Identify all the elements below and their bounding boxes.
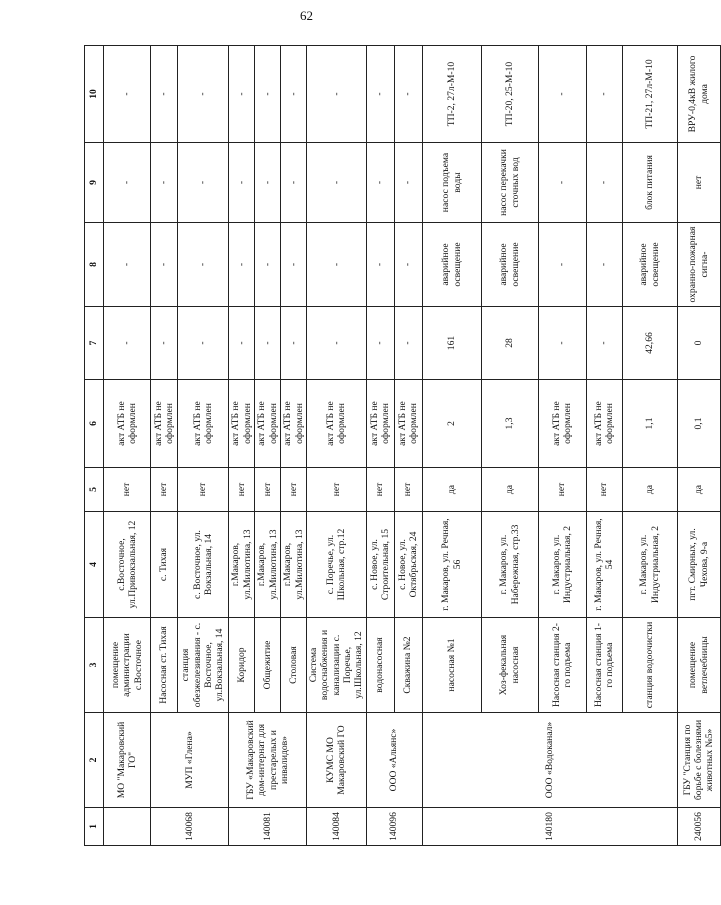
table-cell: насосная №1: [422, 618, 481, 713]
table-cell: да: [677, 468, 720, 512]
table-cell: ТП-20, 25-М-10: [481, 46, 538, 143]
table-cell: нет: [151, 468, 178, 512]
table-cell: -: [538, 307, 586, 380]
header-cell: 7: [85, 307, 104, 380]
table-cell: -: [307, 143, 367, 223]
table-cell: -: [538, 46, 586, 143]
table-cell: -: [394, 223, 422, 307]
table-cell: Насосная станция 2-го подъема: [538, 618, 586, 713]
table-cell: г.Макаров, ул.Милютина, 13: [255, 512, 281, 618]
table-cell: с. Новое, ул. Строительная, 15: [366, 512, 394, 618]
table-cell: ВРУ-0,4кВ жилого дома: [677, 46, 720, 143]
table-cell: -: [366, 143, 394, 223]
table-cell: охранно-пожарная сигна-: [677, 223, 720, 307]
table-cell: 2: [422, 380, 481, 468]
table-cell: -: [151, 46, 178, 143]
table-cell: -: [255, 46, 281, 143]
table-cell: -: [394, 307, 422, 380]
table-cell: -: [281, 307, 307, 380]
table-cell: -: [151, 307, 178, 380]
table-cell: 42,66: [622, 307, 677, 380]
table-cell: -: [394, 143, 422, 223]
table-row: [366, 46, 394, 846]
table-cell: акт АТБ не оформлен: [151, 380, 178, 468]
table-cell: -: [538, 223, 586, 307]
table-row: [104, 46, 151, 846]
table-cell: -: [394, 46, 422, 143]
table-cell: нет: [104, 468, 151, 512]
table-cell: акт АТБ не оформлен: [366, 380, 394, 468]
table-cell: -: [229, 307, 255, 380]
table-cell: с.Восточное, ул.Привокзальная, 12: [104, 512, 151, 618]
table-cell: -: [366, 307, 394, 380]
header-cell: 3: [85, 618, 104, 713]
table-cell: -: [366, 223, 394, 307]
table-cell: с. Восточное, ул. Вокзальная, 14: [178, 512, 229, 618]
table-cell: 0: [677, 307, 720, 380]
table-cell: -: [586, 143, 622, 223]
table-cell: акт АТБ не оформлен: [538, 380, 586, 468]
table-cell: с. Тихая: [151, 512, 178, 618]
table-cell: -: [151, 223, 178, 307]
table-cell: акт АТБ не оформлен: [394, 380, 422, 468]
table-cell: -: [178, 46, 229, 143]
table-cell: -: [255, 223, 281, 307]
table-cell: -: [281, 46, 307, 143]
table-cell: КУМС МО Макаровский ГО: [307, 713, 367, 808]
table-cell: с. Новое, ул. Октябрьская, 24: [394, 512, 422, 618]
table-cell: нет: [307, 468, 367, 512]
table-cell: -: [281, 143, 307, 223]
table-cell: -: [307, 307, 367, 380]
table-cell: станция водоочистки: [622, 618, 677, 713]
table-cell: акт АТБ не оформлен: [586, 380, 622, 468]
table-cell: нет: [229, 468, 255, 512]
table-cell: -: [104, 143, 151, 223]
header-cell: 6: [85, 380, 104, 468]
table-cell: ТП-21, 27л-М-10: [622, 46, 677, 143]
table-cell: Скважина №2: [394, 618, 422, 713]
table-cell: 140081: [229, 808, 307, 846]
table-cell: нет: [586, 468, 622, 512]
table-cell: насос перекачки сточных вод: [481, 143, 538, 223]
table-cell: МО "Макаровский ГО": [104, 713, 151, 808]
table-cell: г. Макаров, ул. Индустриальная, 2: [538, 512, 586, 618]
table-cell: -: [586, 46, 622, 143]
header-cell: 10: [85, 46, 104, 143]
table-cell: -: [104, 307, 151, 380]
table-row: [422, 46, 481, 846]
table-cell: пгт. Смирных, ул. Чехова, 9-а: [677, 512, 720, 618]
table-row: [151, 46, 178, 846]
table-cell: 0,1: [677, 380, 720, 468]
table-cell: 28: [481, 307, 538, 380]
table-cell: нет: [538, 468, 586, 512]
table-cell: акт АТБ не оформлен: [281, 380, 307, 468]
table-cell: нет: [281, 468, 307, 512]
table-cell: да: [422, 468, 481, 512]
table-cell: г. Макаров, ул. Индустриальная, 2: [622, 512, 677, 618]
table-cell: Коридор: [229, 618, 255, 713]
table-cell: г. Макаров, ул. Речная, 56: [422, 512, 481, 618]
header-cell: 1: [85, 808, 104, 846]
table-cell: да: [481, 468, 538, 512]
table-cell: Насосная ст. Тихая: [151, 618, 178, 713]
table-cell: ООО «Альянс»: [366, 713, 422, 808]
table-cell: г. Макаров, ул. Речная, 54: [586, 512, 622, 618]
table-cell: помещение администрации с.Восточное: [104, 618, 151, 713]
table-cell: -: [104, 223, 151, 307]
table-cell: помещение ветлечебницы: [677, 618, 720, 713]
table-cell: акт АТБ не оформлен: [255, 380, 281, 468]
table-cell: ООО «Водоканал»: [422, 713, 677, 808]
table-cell: -: [366, 46, 394, 143]
table-cell: -: [229, 143, 255, 223]
table-cell: -: [104, 46, 151, 143]
table-cell: аварийное освещение: [422, 223, 481, 307]
table-cell: аварийное освещение: [622, 223, 677, 307]
table-cell: -: [586, 223, 622, 307]
table-cell: ТП-2, 27л-М-10: [422, 46, 481, 143]
table-cell: акт АТБ не оформлен: [104, 380, 151, 468]
table-cell: Насосная станция 1-го подъема: [586, 618, 622, 713]
table-cell: -: [586, 307, 622, 380]
table-cell: акт АТБ не оформлен: [178, 380, 229, 468]
table-cell: ГБУ «Макаровский дом-интернат для престарелых и инвалидов»: [229, 713, 307, 808]
table-cell: Общежитие: [255, 618, 281, 713]
table-cell: 140068: [151, 808, 229, 846]
table-cell: нет: [677, 143, 720, 223]
table-cell: нет: [366, 468, 394, 512]
header-cell: 8: [85, 223, 104, 307]
table-cell: акт АТБ не оформлен: [307, 380, 367, 468]
table-cell: -: [178, 223, 229, 307]
table-cell: станция обезжелезивания - с. Восточное, ул.Вокзальная, 14: [178, 618, 229, 713]
table-cell: г.Макаров, ул.Милютина, 13: [229, 512, 255, 618]
table-cell: 140096: [366, 808, 422, 846]
table-cell: -: [229, 223, 255, 307]
header-cell: 4: [85, 512, 104, 618]
table-cell: 1,3: [481, 380, 538, 468]
table-cell: 140084: [307, 808, 367, 846]
table-cell: нет: [178, 468, 229, 512]
table-cell: -: [538, 143, 586, 223]
table-cell: водонасосная: [366, 618, 394, 713]
table-cell: -: [178, 307, 229, 380]
table-cell: нет: [255, 468, 281, 512]
table-cell: [104, 808, 151, 846]
table-row: [307, 46, 367, 846]
table-cell: -: [151, 143, 178, 223]
table-cell: Столовая: [281, 618, 307, 713]
table-cell: -: [307, 223, 367, 307]
table-cell: МУП «Глена»: [151, 713, 229, 808]
table-cell: -: [307, 46, 367, 143]
page-number: 62: [300, 8, 313, 23]
table-cell: акт АТБ не оформлен: [229, 380, 255, 468]
table-cell: -: [255, 307, 281, 380]
table-row: [229, 46, 255, 846]
table-cell: насос подъема воды: [422, 143, 481, 223]
table-cell: -: [255, 143, 281, 223]
table-cell: -: [178, 143, 229, 223]
header-cell: 5: [85, 468, 104, 512]
table-cell: ГБУ "Станция по борьбе с болезнями животных №5»: [677, 713, 720, 808]
header-cell: 9: [85, 143, 104, 223]
table-cell: аварийное освещение: [481, 223, 538, 307]
table-cell: г.Макаров, ул.Милютина, 13: [281, 512, 307, 618]
table-cell: да: [622, 468, 677, 512]
table-cell: 240056: [677, 808, 720, 846]
table-cell: -: [281, 223, 307, 307]
table-cell: -: [229, 46, 255, 143]
header-row: [85, 46, 104, 846]
header-cell: 2: [85, 713, 104, 808]
data-table: [84, 45, 721, 846]
table-cell: блок питания: [622, 143, 677, 223]
table-cell: г. Макаров, ул. Набережная, стр.33: [481, 512, 538, 618]
table-cell: Система водоснабжения и канализации с. Поречье, ул.Школьная, 12: [307, 618, 367, 713]
table-cell: нет: [394, 468, 422, 512]
table-cell: Хоз-фекальная насосная: [481, 618, 538, 713]
table-row: [677, 46, 720, 846]
table-cell: с. Поречье, ул. Школьная, стр.12: [307, 512, 367, 618]
table-cell: 161: [422, 307, 481, 380]
table-cell: 140180: [422, 808, 677, 846]
table-cell: 1,1: [622, 380, 677, 468]
